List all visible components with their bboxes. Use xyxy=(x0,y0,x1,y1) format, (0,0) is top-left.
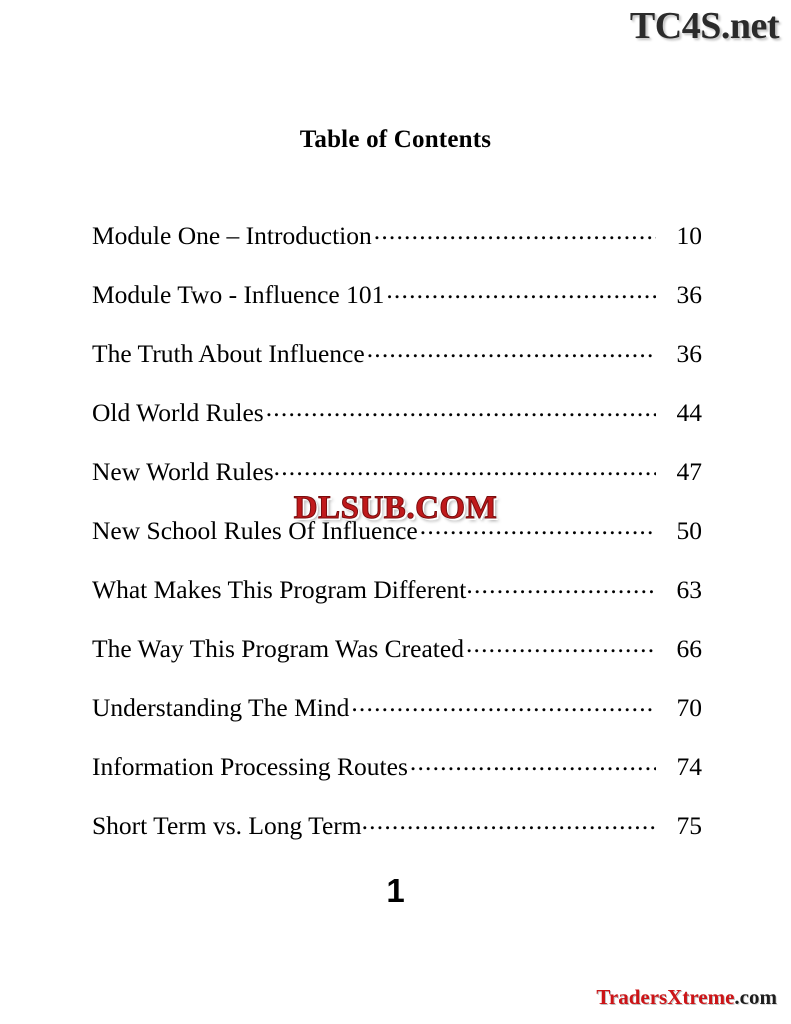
toc-entry-page: 66 xyxy=(676,633,702,663)
toc-entry[interactable] xyxy=(92,218,702,277)
toc-leader-dots xyxy=(351,690,656,716)
toc-entry-page: 74 xyxy=(676,751,702,781)
toc-entry[interactable] xyxy=(92,631,702,690)
toc-entry[interactable] xyxy=(92,454,702,513)
toc-entry[interactable] xyxy=(92,277,702,336)
toc-entry[interactable] xyxy=(92,749,702,808)
toc-entry-page: 36 xyxy=(676,338,702,368)
table-of-contents xyxy=(92,218,702,867)
toc-entry-page: 10 xyxy=(676,220,702,250)
toc-leader-dots xyxy=(367,336,656,362)
top-right-watermark: TC4S.net xyxy=(629,5,779,47)
page-title: Table of Contents xyxy=(299,126,492,153)
bottom-right-watermark xyxy=(596,985,777,1010)
toc-entry-page: 75 xyxy=(676,810,702,840)
toc-entry-label: What Makes This Program Different xyxy=(92,574,467,604)
toc-entry-label: The Way This Program Was Created xyxy=(92,633,464,663)
toc-entry[interactable] xyxy=(92,513,702,572)
toc-leader-dots xyxy=(410,749,656,775)
toc-entry-label: Information Processing Routes xyxy=(92,751,408,781)
toc-entry-page: 63 xyxy=(676,574,702,604)
page-number: 1 xyxy=(386,872,405,909)
toc-leader-dots xyxy=(466,572,656,598)
toc-entry[interactable] xyxy=(92,690,702,749)
bottom-watermark-tld: .com xyxy=(734,985,777,1009)
toc-entry-page: 50 xyxy=(676,515,702,545)
toc-entry[interactable] xyxy=(92,395,702,454)
toc-entry-page: 36 xyxy=(676,279,702,309)
toc-leader-dots xyxy=(274,454,656,480)
toc-leader-dots xyxy=(466,631,656,657)
toc-entry[interactable] xyxy=(92,808,702,867)
toc-entry-label: Understanding The Mind xyxy=(92,692,350,722)
toc-leader-dots xyxy=(266,395,656,421)
toc-entry-page: 47 xyxy=(676,456,702,486)
toc-entry[interactable] xyxy=(92,336,702,395)
toc-leader-dots xyxy=(374,218,656,244)
toc-entry-page: 70 xyxy=(676,692,702,722)
toc-entry-label: Module Two - Influence 101 xyxy=(92,279,385,309)
toc-leader-dots xyxy=(420,513,656,539)
toc-entry[interactable] xyxy=(92,572,702,631)
toc-entry-label: Old World Rules xyxy=(92,397,264,427)
toc-entry-label: New World Rules xyxy=(92,456,274,486)
toc-entry-label: The Truth About Influence xyxy=(92,338,365,368)
center-watermark-text: DLSUB.COM xyxy=(293,490,498,526)
toc-leader-dots xyxy=(362,808,656,834)
toc-leader-dots xyxy=(386,277,656,303)
bottom-watermark-brand: TradersXtreme xyxy=(596,985,735,1009)
toc-entry-page: 44 xyxy=(676,397,702,427)
toc-entry-label: New School Rules Of Influence xyxy=(92,515,418,545)
toc-entry-label: Module One – Introduction xyxy=(92,220,372,250)
toc-entry-label: Short Term vs. Long Term xyxy=(92,810,362,840)
